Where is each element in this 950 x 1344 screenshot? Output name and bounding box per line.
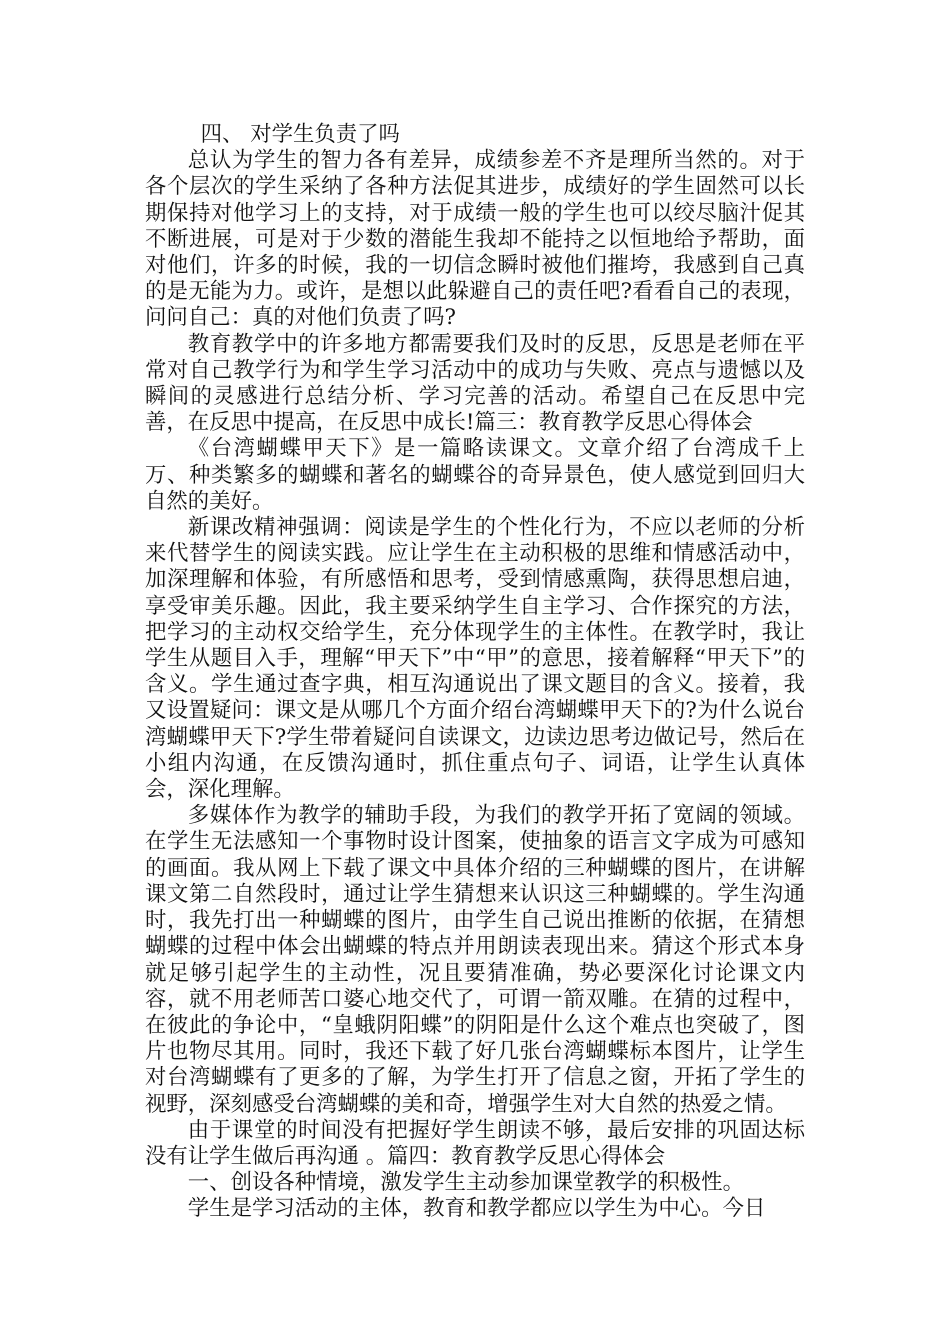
document-body xyxy=(145,122,805,1223)
paragraph: 《台湾蝴蝶甲天下》是一篇略读课文。文章介绍了台湾成千上万、种类繁多的蝴蝶和著名的蝴蝶谷的奇异景色，使人感觉到回归大自然的美好。 xyxy=(145,436,805,514)
paragraph: 新课改精神强调：阅读是学生的个性化行为，不应以老师的分析来代替学生的阅读实践。应让学生在主动积极的思维和情感活动中，加深理解和体验，有所感悟和思考，受到情感熏陶，获得思想启迪，享受审美乐趣。因此，我主要采纳学生自主学习、合作探究的方法，把学习的主动权交给学生，充分体现学生的主体性。在教学时，我让学生从题目入手，理解“甲天下”中“甲”的意思，接着解释“甲天下”的含义。学生通过查字典，相互沟通说出了课文题目的含义。接着，我又设置疑问：课文是从哪几个方面介绍台湾蝴蝶甲天下的?为什么说台湾蝴蝶甲天下?学生带着疑问自读课文，边读边思考边做记号，然后在小组内沟通，在反馈沟通时，抓住重点句子、词语，让学生认真体会，深化理解。 xyxy=(145,515,805,803)
section-heading: 四、 对学生负责了吗 xyxy=(200,122,400,147)
paragraph: 总认为学生的智力各有差异，成绩参差不齐是理所当然的。对于各个层次的学生采纳了各种方法促其进步，成绩好的学生固然可以长期保持对他学习上的支持，对于成绩一般的学生也可以绞尽脑汁促其不断进展，可是对于少数的潜能生我却不能持之以恒地给予帮助，面对他们，许多的时候，我的一切信念瞬时被他们摧垮，我感到自己真的是无能为力。或许，是想以此躲避自己的责任吧?看看自己的表现，问问自己：真的对他们负责了吗? xyxy=(145,148,805,331)
paragraph: 多媒体作为教学的辅助手段，为我们的教学开拓了宽阔的领域。在学生无法感知一个事物时设计图案，使抽象的语言文字成为可感知的画面。我从网上下载了课文中具体介绍的三种蝴蝶的图片，在讲解课文第二自然段时，通过让学生猜想来认识这三种蝴蝶的。学生沟通时，我先打出一种蝴蝶的图片，由学生自己说出推断的依据，在猜想蝴蝶的过程中体会出蝴蝶的特点并用朗读表现出来。猜这个形式本身就足够引起学生的主动性，况且要猜准确，势必要深化讨论课文内容，就不用老师苦口婆心地交代了，可谓一箭双雕。在猜的过程中，在彼此的争论中，“皇蛾阴阳蝶”的阴阳是什么这个难点也突破了，图片也物尽其用。同时，我还下载了好几张台湾蝴蝶标本图片，让学生对台湾蝴蝶有了更多的了解，为学生打开了信息之窗，开拓了学生的视野，深刻感受台湾蝴蝶的美和奇，增强学生对大自然的热爱之情。 xyxy=(145,803,805,1117)
paragraph: 一、创设各种情境，激发学生主动参加课堂教学的积极性。 xyxy=(187,1170,744,1196)
paragraph: 教育教学中的许多地方都需要我们及时的反思，反思是老师在平常对自己教学行为和学生学习活动中的成功与失败、亮点与遗憾以及瞬间的灵感进行总结分析、学习完善的活动。希望自己在反思中完善，在反思中提高，在反思中成长!篇三：教育教学反思心得体会 xyxy=(145,331,805,436)
paragraph: 由于课堂的时间没有把握好学生朗读不够，最后安排的巩固达标没有让学生做后再沟通 。篇四：教育教学反思心得体会 xyxy=(145,1117,805,1169)
paragraph: 学生是学习活动的主体，教育和教学都应以学生为中心。今日 xyxy=(187,1196,766,1222)
